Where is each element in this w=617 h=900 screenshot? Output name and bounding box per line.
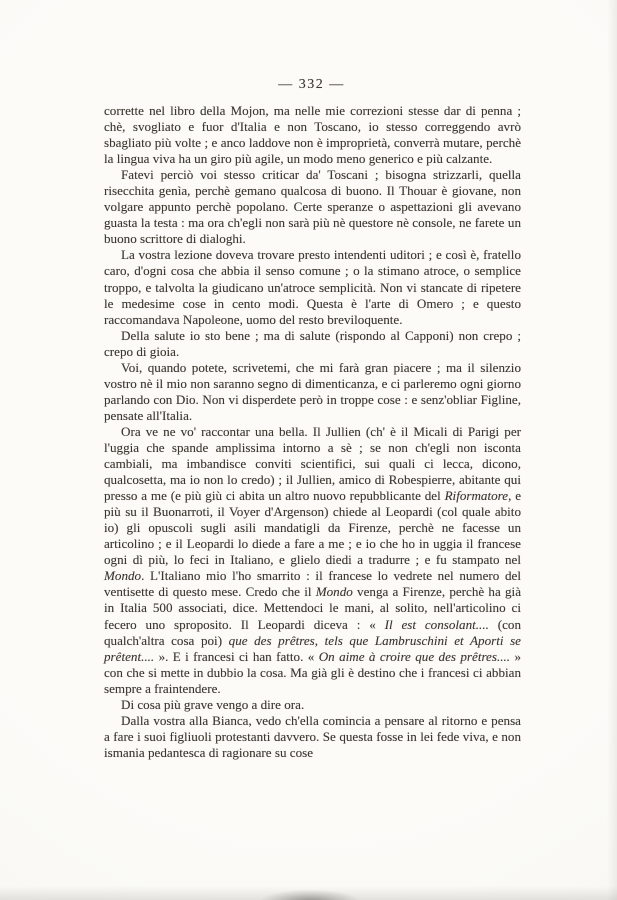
page-number: — 332 — <box>278 77 345 92</box>
paragraph: Di cosa più grave vengo a dire ora. <box>121 696 305 712</box>
paragraph: La vostra lezione doveva trovare presto intendenti uditori ; e così è, fratello caro, d'ogni cosa che abbia il senso comune ; o la stimano atroce, o semplice troppo, e talvolta la giudicano un'atroce semplicità. Non vi stancate di ripetere le medesime cose in cento modi. Questa è l'arte di Omero ; e questo raccomandava Napoleone, uomo del resto breviloquente. <box>104 247 521 327</box>
paragraph: Voi, quando potete, scrivetemi, che mi farà gran piacere ; ma il silenzio vostro nè il mio non saranno segno di dimenticanza, e ci parleremo ogni giorno parlando con Dio. Non vi disperdete però in troppe cose : e senz'obliar Figline, pensate all'Italia. <box>104 359 521 423</box>
paragraph: Ora ve ne vo' raccontar una bella. Il Jullien (ch' è il Micali di Parigi per l'uggia che spande amplissima intorno a sè ; se non ch'egli non isconta cambiali, ma imbandisce conviti scientifici, sui quali ci lecca, dicono, qualcosetta, ma io non lo credo) ; il Jullien, amico di Robespierre, abitante qui presso a me (e più giù ci abita un altro nuovo repubblicante del Riformatore, e più su il Buonarroti, il Voyer d'Argenson) chiede al Leopardi (col quale abito io) gli opuscoli sugli asili mandatigli da Firenze, perchè ne facesse un articolino ; e il Leopardi lo diede a fare a me ; e io che ho in uggia il francese ogni dì più, lo feci in Italiano, e glielo diedi a tradurre ; e fu stampato nel Mondo. L'Italiano mio l'ho smarrito : il francese lo vedrete nel numero del ventisette di questo mese. Credo che il Mondo venga a Firenze, perchè ha già in Italia 500 associati, dice. Mettendoci le mani, al solito, nell'articolino ci fecero uno sproposito. Il Leopardi diceva : « Il est consolant.... (con qualch'altra cosa poi) que des prêtres, tels que Lambruschini et Aporti se prêtent.... ». E i francesi ci han fatto. « On aime à croire que des prêtres.... » con che si mette in dubbio la cosa. Ma già gli è destino che i francesi ci abbian sempre a fraintendere. <box>104 423 522 696</box>
scan-edge-shadow-right <box>607 0 617 900</box>
paragraph: Fatevi perciò voi stesso criticar da' Toscani ; bisogna strizzarli, quella risecchita genìa, perchè gemano qualcosa di buono. Il Thouar è giovane, non volgare appunto perchè popolano. Certe speranze o aspettazioni gli avevano guasta la testa : ma ora ch'egli non sarà più nè questore nè console, ne farete un buono scrittore di dialoghi. <box>104 167 521 247</box>
text-block <box>104 103 521 761</box>
scan-edge-shadow-bottom <box>0 886 617 900</box>
paragraph: Dalla vostra alla Bianca, vedo ch'ella comincia a pensare al ritorno e pensa a fare i suoi figliuoli protestanti davvero. Se questa fosse in lei fede viva, e non ismania pedantesca di ragionare su cose <box>104 712 521 760</box>
paragraph: corrette nel libro della Mojon, ma nelle mie correzioni stesse dar di penna ; chè, svogliato e fuor d'Italia e non Toscano, io stesso correggendo avrò sbagliato più volte ; e anco laddove non è improprietà, converrà mutare, perchè la lingua viva ha un giro più agile, un modo meno generico e più calzante. <box>104 103 521 167</box>
paragraph: Della salute io sto bene ; ma di salute (rispondo al Capponi) non crepo ; crepo di gioia. <box>104 327 521 359</box>
